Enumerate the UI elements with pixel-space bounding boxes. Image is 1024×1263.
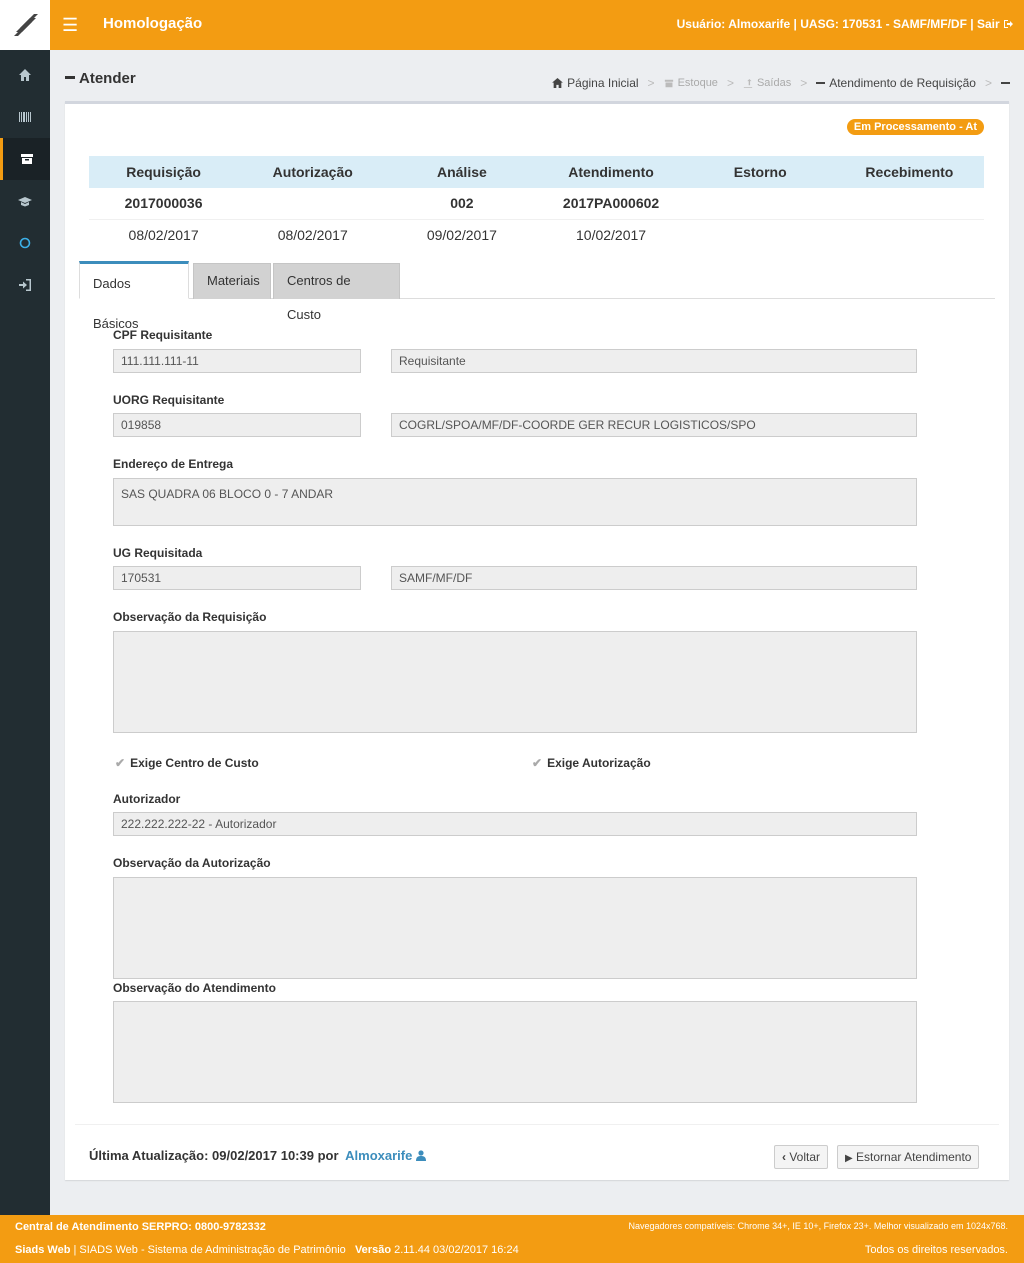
- step-header: Recebimento: [835, 156, 984, 188]
- sidebar-item-sign-in[interactable]: [0, 264, 50, 306]
- requisitante-name-field[interactable]: Requisitante: [391, 349, 917, 373]
- minus-icon: [816, 82, 825, 84]
- app-info: [15, 1244, 519, 1256]
- uorg-code-field[interactable]: 019858: [113, 413, 361, 437]
- chevron-left-icon: ‹: [782, 1150, 786, 1164]
- user-info: [677, 17, 1014, 31]
- step-code: 002: [387, 188, 536, 219]
- obs-atendimento-field[interactable]: [113, 1001, 917, 1103]
- step-code: [835, 188, 984, 219]
- sidebar-item-circle[interactable]: [0, 222, 50, 264]
- voltar-button[interactable]: [774, 1145, 828, 1169]
- step-header: Estorno: [686, 156, 835, 188]
- cpf-requisitante-label: CPF Requisitante: [113, 328, 213, 342]
- tab-materiais[interactable]: Materiais: [193, 263, 271, 299]
- ug-name-field[interactable]: SAMF/MF/DF: [391, 566, 917, 590]
- breadcrumb: Página Inicial > Estoque > Saídas > Atendimento de Requisição >: [552, 76, 1010, 90]
- breadcrumb-estoque[interactable]: Estoque: [677, 77, 718, 89]
- exige-autorizacao-label: Exige Autorização: [547, 756, 651, 770]
- app-short-name: Siads Web: [15, 1244, 71, 1256]
- user-icon: [416, 1150, 426, 1161]
- last-update: [89, 1148, 426, 1163]
- version-value: 2.11.44 03/02/2017 16:24: [394, 1244, 519, 1256]
- check-icon: ✔: [532, 756, 543, 770]
- status-badge: Em Processamento - At: [847, 119, 984, 135]
- obs-requisicao-field[interactable]: [113, 631, 917, 733]
- box-footer: [75, 1124, 999, 1180]
- step-header: Autorização: [238, 156, 387, 188]
- breadcrumb-saidas[interactable]: Saídas: [756, 77, 792, 89]
- sidebar-item-barcode[interactable]: [0, 96, 50, 138]
- step-code: 2017PA000602: [536, 188, 685, 219]
- central-atendimento: Central de Atendimento SERPRO: 0800-9782332: [15, 1221, 266, 1233]
- step-date: 10/02/2017: [576, 226, 647, 243]
- exit-icon: [743, 79, 753, 88]
- archive-icon: [20, 152, 34, 166]
- tab-bar: [79, 261, 995, 331]
- sign-out-icon: [1003, 19, 1014, 29]
- step-code: [238, 188, 387, 219]
- obs-requisicao-label: Observação da Requisição: [113, 610, 267, 624]
- steps-codes-row: [89, 188, 984, 219]
- step-header: Requisição: [89, 156, 238, 188]
- exige-centro-custo-label: Exige Centro de Custo: [130, 756, 259, 770]
- environment-title: Homologação: [103, 15, 203, 32]
- step-date: 08/02/2017: [128, 226, 199, 243]
- endereco-entrega-field[interactable]: SAS QUADRA 06 BLOCO 0 - 7 ANDAR: [113, 478, 917, 526]
- endereco-entrega-label: Endereço de Entrega: [113, 457, 234, 471]
- step-date: 08/02/2017: [277, 226, 348, 243]
- barcode-icon: [18, 110, 32, 124]
- uorg-requisitante-label: UORG Requisitante: [113, 393, 225, 407]
- play-icon: ▶: [845, 1153, 853, 1164]
- sidebar-item-home[interactable]: [0, 54, 50, 96]
- sign-in-icon: [18, 278, 32, 292]
- siads-logo-icon: [10, 10, 40, 40]
- sidebar-item-archive[interactable]: [0, 138, 50, 180]
- last-update-user-link[interactable]: Almoxarife: [345, 1148, 426, 1163]
- home-icon: [552, 78, 563, 88]
- exige-autorizacao-checkbox[interactable]: [532, 756, 651, 770]
- version-label: Versão: [354, 1244, 392, 1256]
- ug-requisitada-label: UG Requisitada: [113, 546, 203, 560]
- uorg-name-field[interactable]: COGRL/SPOA/MF/DF-COORDE GER RECUR LOGISTICOS/SPO: [391, 413, 917, 437]
- home-icon: [18, 68, 32, 82]
- app-full-name: | SIADS Web - Sistema de Administração de Patrimônio: [73, 1244, 346, 1256]
- exige-centro-custo-checkbox[interactable]: [115, 756, 259, 770]
- tab-dados-basicos[interactable]: Dados Básicos: [79, 261, 189, 299]
- step-header: Atendimento: [536, 156, 685, 188]
- obs-autorizacao-label: Observação da Autorização: [113, 856, 271, 870]
- step-date: 09/02/2017: [426, 226, 497, 243]
- browser-compat: Navegadores compatíveis: Chrome 34+, IE 10+, Firefox 23+. Melhor visualizado em 1024x768.: [628, 1221, 1008, 1231]
- page-footer: [0, 1215, 1024, 1263]
- ug-code-field[interactable]: 170531: [113, 566, 361, 590]
- obs-autorizacao-field[interactable]: [113, 877, 917, 979]
- step-date: [835, 219, 984, 250]
- archive-icon: [664, 79, 674, 88]
- tab-centros-de-custo[interactable]: Centros de Custo: [273, 263, 400, 299]
- circle-icon: [18, 236, 32, 250]
- steps-header-row: [89, 156, 984, 188]
- workflow-steps-table: [89, 156, 984, 250]
- sidebar: [0, 50, 50, 1215]
- estornar-atendimento-label: Estornar Atendimento: [856, 1150, 972, 1164]
- check-icon: ✔: [115, 756, 126, 770]
- logout-link[interactable]: [977, 17, 1014, 31]
- autorizador-field[interactable]: 222.222.222-22 - Autorizador: [113, 812, 917, 836]
- step-code: [686, 188, 835, 219]
- step-header: Análise: [387, 156, 536, 188]
- page-title: Atender: [65, 70, 136, 87]
- last-update-text: Última Atualização: 09/02/2017 10:39 por: [89, 1148, 339, 1163]
- sidebar-item-graduation[interactable]: [0, 180, 50, 222]
- step-date: [686, 219, 835, 250]
- obs-atendimento-label: Observação do Atendimento: [113, 981, 276, 995]
- steps-dates-row: [89, 219, 984, 250]
- autorizador-label: Autorizador: [113, 792, 181, 806]
- top-navbar: [0, 0, 1024, 50]
- siads-logo[interactable]: [0, 0, 50, 50]
- breadcrumb-current: Atendimento de Requisição: [829, 76, 976, 90]
- breadcrumb-home[interactable]: Página Inicial: [567, 76, 639, 90]
- estornar-atendimento-button[interactable]: [837, 1145, 979, 1169]
- minus-icon: [1001, 82, 1010, 84]
- user-info-text: Usuário: Almoxarife | UASG: 170531 - SAMF/MF/DF |: [676, 17, 974, 31]
- menu-toggle-icon[interactable]: ☰: [62, 15, 79, 35]
- main-box: [65, 101, 1009, 1180]
- cpf-requisitante-field[interactable]: 111.111.111-11: [113, 349, 361, 373]
- rights-text: Todos os direitos reservados.: [864, 1244, 1008, 1256]
- graduation-cap-icon: [18, 194, 32, 208]
- logout-label: Sair: [976, 17, 1000, 31]
- voltar-label: Voltar: [789, 1150, 821, 1164]
- step-code: 2017000036: [89, 188, 238, 219]
- content-header: [50, 50, 1024, 102]
